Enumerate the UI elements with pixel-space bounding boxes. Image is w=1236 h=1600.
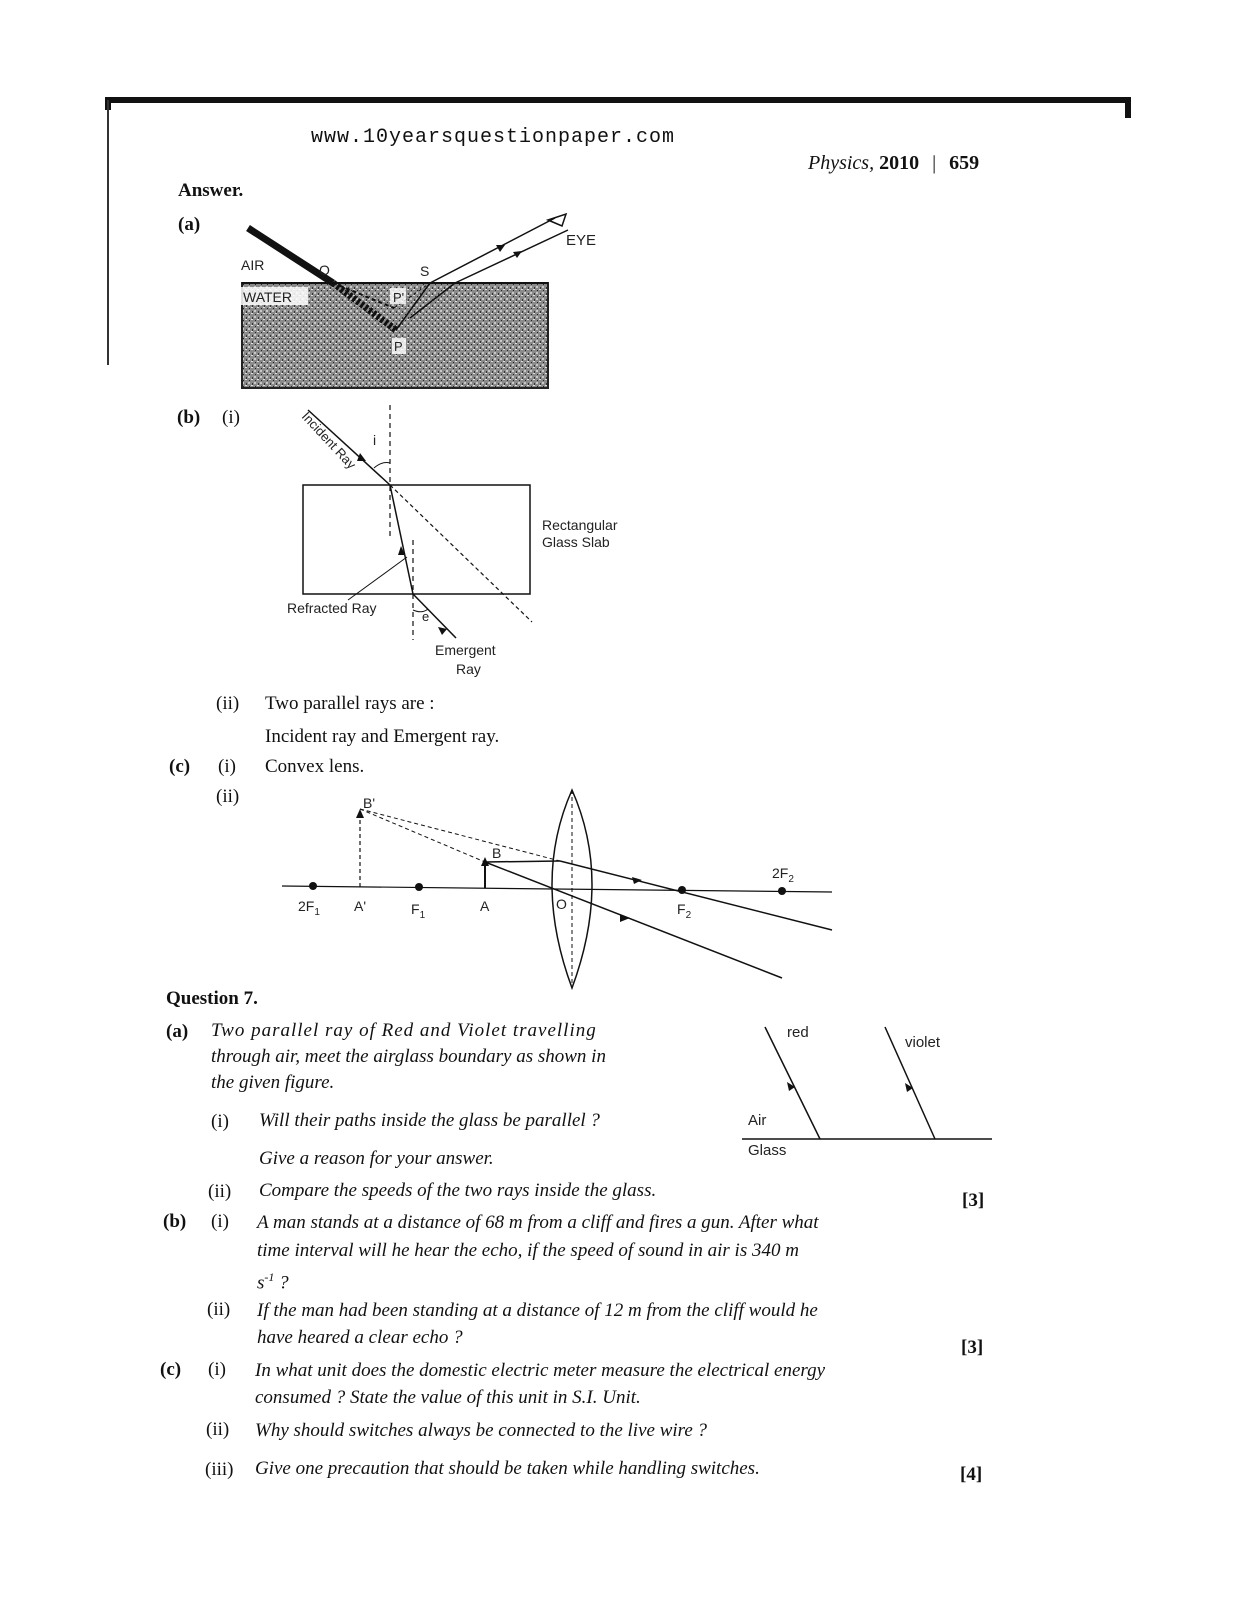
label-2f1: $2F_1$ [298, 898, 320, 918]
label-o: O [319, 262, 330, 278]
q7-a-i-line2: Give a reason for your answer. [259, 1148, 494, 1169]
q7-b-ii-line2: have heared a clear echo ? [257, 1327, 463, 1348]
label-air-q7: Air [748, 1112, 767, 1129]
ray-to-eye-2 [455, 230, 568, 283]
label-emergent-1: Emergent [435, 642, 496, 658]
label-emergent-2: Ray [456, 661, 481, 677]
header-separator: | [932, 152, 937, 174]
running-title: Physics, [808, 152, 875, 174]
label-p-prime: P' [393, 290, 405, 305]
answer-c-i-text: Convex lens. [265, 756, 365, 777]
q7-a-label: (a) [166, 1021, 189, 1042]
q7-c-marks: [4] [960, 1464, 983, 1485]
answer-b-label: (b) [177, 407, 201, 428]
label-glass: Glass [748, 1142, 787, 1159]
q7-b-ii-line1: If the man had been standing at a distance of 12 m from the cliff would he [257, 1300, 818, 1321]
q7-b-label: (b) [163, 1211, 187, 1232]
q7-b-i-label: (i) [211, 1211, 229, 1232]
ray-to-eye-1 [430, 218, 555, 283]
emergent-ray [413, 594, 456, 638]
answer-b-ii-line2: Incident ray and Emergent ray. [265, 726, 500, 747]
q7-c-label: (c) [160, 1359, 182, 1380]
label-air: AIR [241, 257, 265, 273]
label-refracted-ray: Refracted Ray [287, 600, 377, 616]
watermark-url: www.10yearsquestionpaper.com [311, 126, 676, 149]
label-f1: $F_1$ [411, 901, 426, 921]
page-number: 659 [949, 152, 980, 174]
q7-c-ii-text: Why should switches always be connected to the live wire ? [255, 1420, 708, 1441]
label-a-prime: A' [354, 898, 367, 914]
q7-b-i-line2: time interval will he hear the echo, if the speed of sound in air is 340 m [257, 1240, 799, 1261]
label-2f2: $2F_2$ [772, 865, 794, 885]
answer-a-label: (a) [178, 214, 201, 235]
answer-b-i-label: (i) [222, 407, 240, 428]
label-red: red [787, 1024, 809, 1041]
figure-glass-slab [270, 405, 650, 685]
label-angle-e: e [422, 609, 430, 624]
label-angle-i: i [373, 432, 377, 448]
unit-s: s [257, 1272, 265, 1294]
label-b-prime: B' [363, 795, 376, 811]
label-o: O [556, 896, 567, 912]
answer-c-ii-label: (ii) [216, 786, 240, 807]
label-violet: violet [905, 1034, 941, 1051]
glass-slab [303, 485, 530, 594]
q7-b-i-line3 [257, 1264, 289, 1296]
unit-exponent: -1 [264, 1270, 275, 1284]
answer-heading: Answer. [178, 180, 244, 201]
q7-c-i-label: (i) [208, 1359, 226, 1380]
q7-a-i-label: (i) [211, 1111, 229, 1132]
label-incident-ray: Incident Ray [298, 408, 360, 472]
answer-c-i-label: (i) [218, 756, 236, 777]
q7-c-iii-label: (iii) [205, 1459, 234, 1480]
q7-a-stem [211, 1018, 731, 1096]
running-year: 2010 [879, 152, 920, 174]
refracted-ray [390, 485, 413, 594]
label-b: B [492, 845, 502, 861]
label-slab-1: Rectangular [542, 517, 618, 533]
q7-a-ii-text: Compare the speeds of the two rays inside the glass. [259, 1180, 657, 1201]
answer-b-ii-line1: Two parallel rays are : [265, 693, 435, 714]
label-water: WATER [243, 289, 292, 305]
q7-a-i-line1: Will their paths inside the glass be parallel ? [259, 1110, 600, 1131]
answer-c-label: (c) [169, 756, 191, 777]
q7-c-i-line2: consumed ? State the value of this unit in S.I. Unit. [255, 1387, 641, 1408]
label-f2: $F_2$ [677, 901, 692, 921]
q7-b-marks: [3] [961, 1337, 984, 1358]
unit-qmark: ? [274, 1272, 289, 1294]
figure-red-violet-rays [740, 1015, 1000, 1170]
q7-b-ii-label: (ii) [207, 1299, 231, 1320]
label-slab-2: Glass Slab [542, 534, 610, 550]
label-a: A [480, 898, 490, 914]
q7-c-iii-text: Give one precaution that should be taken while handling switches. [255, 1458, 760, 1479]
refracted-ray-1 [560, 861, 832, 930]
running-header [808, 152, 979, 175]
q7-a-line-2: through air, meet the airglass boundary as shown in [211, 1046, 606, 1067]
label-eye: EYE [566, 232, 597, 249]
label-s: S [420, 263, 430, 279]
label-p: P [394, 339, 403, 354]
q7-c-ii-label: (ii) [206, 1419, 230, 1440]
figure-stick-in-water [230, 208, 630, 398]
q7-a-line-1: Two parallel ray of Red and Violet travelling [211, 1020, 597, 1041]
q7-c-i-line1: In what unit does the domestic electric meter measure the electrical energy [255, 1360, 825, 1381]
question-7-heading: Question 7. [166, 988, 258, 1009]
figure-convex-lens [270, 780, 840, 1000]
principal-axis [282, 886, 832, 892]
q7-a-line-3: the given figure. [211, 1072, 335, 1093]
red-ray [765, 1027, 820, 1139]
answer-b-ii-label: (ii) [216, 693, 240, 714]
q7-a-ii-label: (ii) [208, 1181, 232, 1202]
q7-b-i-line1: A man stands at a distance of 68 m from a cliff and fires a gun. After what [257, 1212, 819, 1233]
q7-a-marks: [3] [962, 1190, 985, 1211]
